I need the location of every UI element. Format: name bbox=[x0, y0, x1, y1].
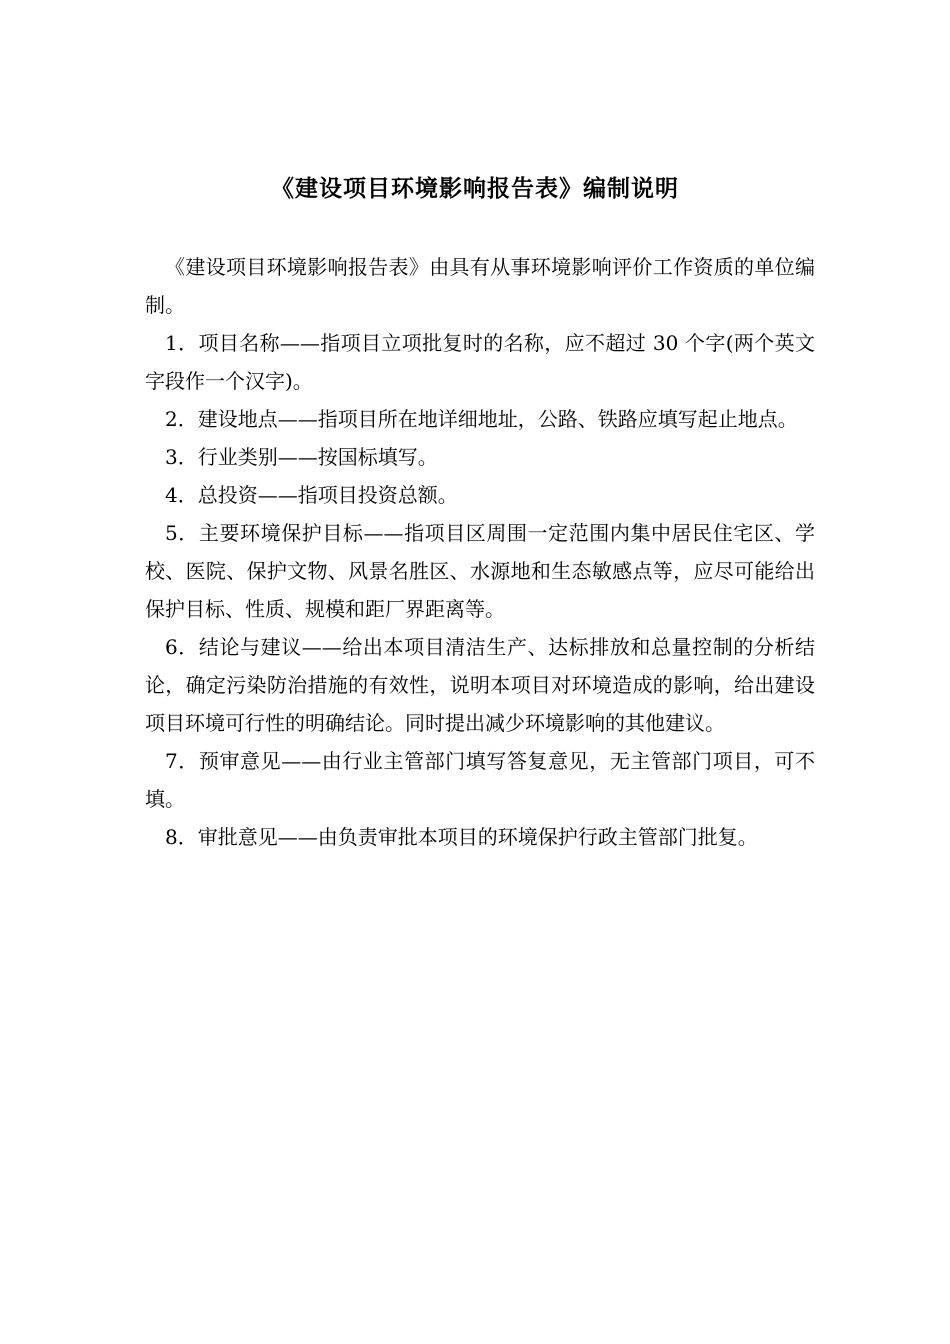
paragraph-item-6 bbox=[145, 628, 815, 742]
paragraph-text: 行业类别——按国标填写。 bbox=[197, 445, 438, 469]
paragraph-item-3 bbox=[145, 438, 815, 476]
paragraph-text: 项目名称——指项目立项批复时的名称，应不超过 30 个字(两个英文字段作一个汉字)。 bbox=[145, 331, 816, 393]
paragraph-text: 主要环境保护目标——指项目区周围一定范围内集中居民住宅区、学校、医院、保护文物、风景名胜区、水源地和生态敏感点等，应尽可能给出保护目标、性质、规模和距厂界距离等。 bbox=[145, 521, 816, 621]
paragraph-intro bbox=[145, 248, 815, 324]
item-number: 5． bbox=[165, 521, 199, 545]
paragraph-text: 审批意见——由负责审批本项目的环境保护行政主管部门批复。 bbox=[197, 825, 758, 849]
item-number: 7． bbox=[165, 749, 199, 773]
paragraph-text: 总投资——指项目投资总额。 bbox=[197, 483, 458, 507]
paragraph-item-4 bbox=[145, 476, 815, 514]
item-number: 4． bbox=[165, 483, 198, 507]
paragraph-item-5 bbox=[145, 514, 815, 628]
paragraph-item-1 bbox=[145, 324, 815, 400]
paragraph-text: 预审意见——由行业主管部门填写答复意见，无主管部门项目，可不填。 bbox=[145, 749, 816, 811]
item-number: 8． bbox=[165, 825, 198, 849]
paragraph-item-8 bbox=[145, 818, 815, 856]
document-body bbox=[145, 248, 815, 856]
paragraph-text: 《建设项目环境影响报告表》由具有从事环境影响评价工作资质的单位编制。 bbox=[145, 255, 815, 317]
paragraph-text: 建设地点——指项目所在地详细地址，公路、铁路应填写起止地点。 bbox=[197, 407, 798, 431]
paragraph-item-2 bbox=[145, 400, 815, 438]
paragraph-text: 结论与建议——给出本项目清洁生产、达标排放和总量控制的分析结论，确定污染防治措施的有效性，说明本项目对环境造成的影响，给出建设项目环境可行性的明确结论。同时提出减少环境影响的其他建议。 bbox=[145, 635, 816, 735]
item-number: 3． bbox=[165, 445, 198, 469]
item-number: 6． bbox=[165, 635, 199, 659]
item-number: 1． bbox=[165, 331, 199, 355]
document-title: 《建设项目环境影响报告表》编制说明 bbox=[271, 175, 679, 202]
paragraph-item-7 bbox=[145, 742, 815, 818]
item-number: 2． bbox=[165, 407, 198, 431]
